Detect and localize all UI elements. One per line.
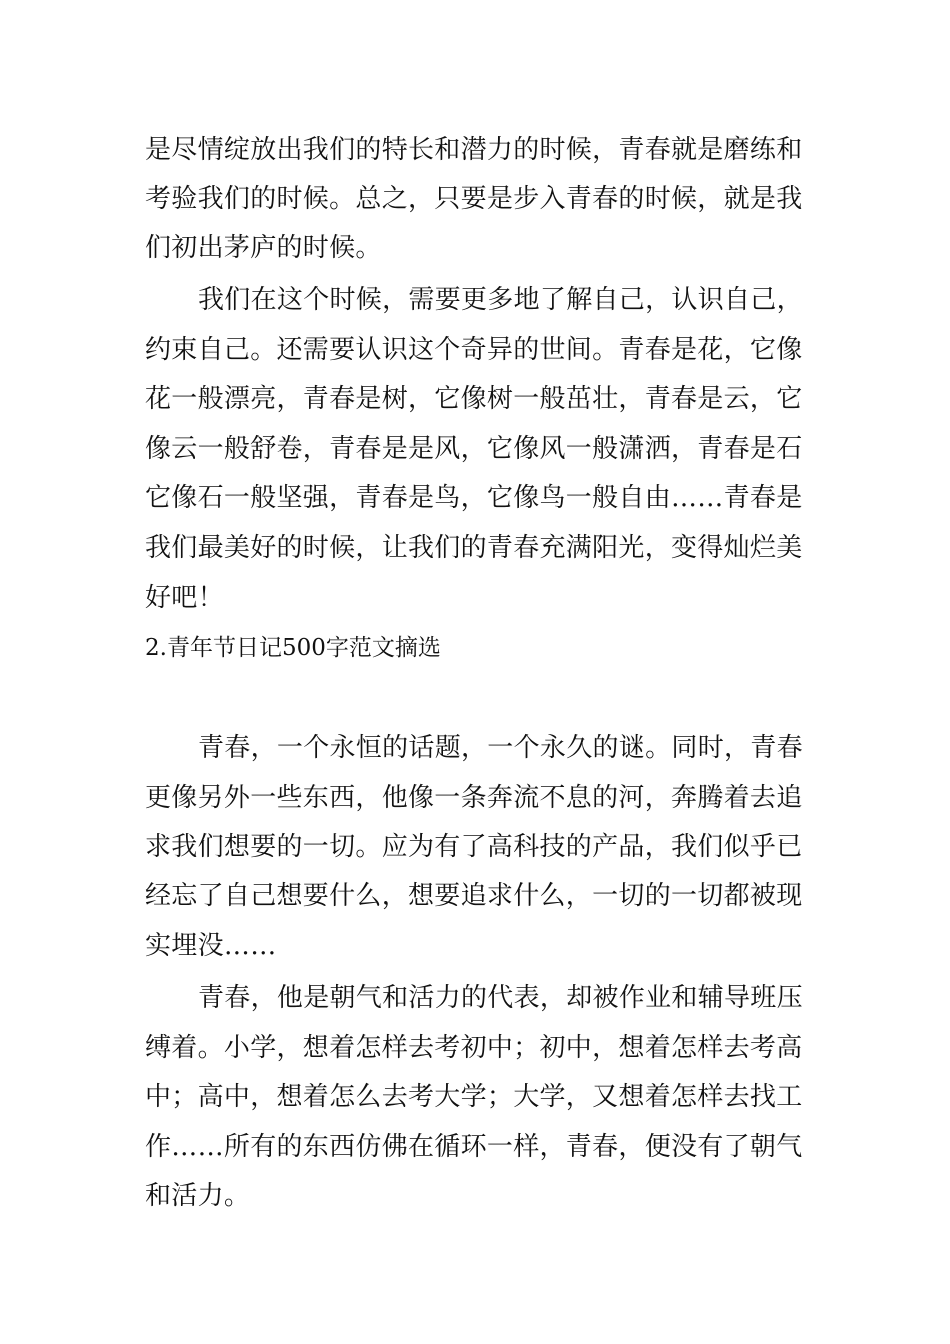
paragraph-3-line-2: 更像另外一些东西，他像一条奔流不息的河，奔腾着去追 <box>145 783 803 813</box>
paragraph-3-line-4: 经忘了自己想要什么，想要追求什么，一切的一切都被现 <box>145 881 803 911</box>
paragraph-2-line-3: 花一般漂亮，青春是树，它像树一般茁壮，青春是云，它 <box>145 384 803 414</box>
paragraph-1-line-3: 们初出茅庐的时候。 <box>145 233 382 263</box>
paragraph-2-line-7: 好吧！ <box>145 583 224 613</box>
paragraph-2-line-6: 我们最美好的时候，让我们的青春充满阳光，变得灿烂美 <box>145 533 803 563</box>
paragraph-3-line-3: 求我们想要的一切。应为有了高科技的产品，我们似乎已 <box>145 832 803 862</box>
paragraph-4-line-2: 缚着。小学，想着怎样去考初中；初中，想着怎样去考高 <box>145 1033 803 1063</box>
paragraph-3-line-5: 实埋没…… <box>145 931 277 961</box>
paragraph-4-line-4: 作……所有的东西仿佛在循环一样，青春，便没有了朝气 <box>145 1132 803 1162</box>
section-heading: 2.青年节日记500字范文摘选 <box>145 635 441 661</box>
paragraph-4-line-1: 青春，他是朝气和活力的代表，却被作业和辅导班压 <box>198 983 803 1013</box>
paragraph-3-line-1: 青春，一个永恒的话题，一个永久的谜。同时，青春 <box>198 733 803 763</box>
paragraph-2-line-5: 它像石一般坚强，青春是鸟，它像鸟一般自由……青春是 <box>145 483 803 513</box>
paragraph-2-line-2: 约束自己。还需要认识这个奇异的世间。青春是花，它像 <box>145 335 803 365</box>
paragraph-4-line-3: 中；高中，想着怎么去考大学；大学，又想着怎样去找工 <box>145 1082 803 1112</box>
paragraph-1-line-2: 考验我们的时候。总之，只要是步入青春的时候，就是我 <box>145 184 803 214</box>
paragraph-4-line-5: 和活力。 <box>145 1181 251 1211</box>
paragraph-2-line-4: 像云一般舒卷，青春是是风，它像风一般潇洒，青春是石 <box>145 434 803 464</box>
paragraph-1-line-1: 是尽情绽放出我们的特长和潜力的时候，青春就是磨练和 <box>145 135 803 165</box>
paragraph-2-line-1: 我们在这个时候，需要更多地了解自己，认识自己， <box>198 285 803 315</box>
